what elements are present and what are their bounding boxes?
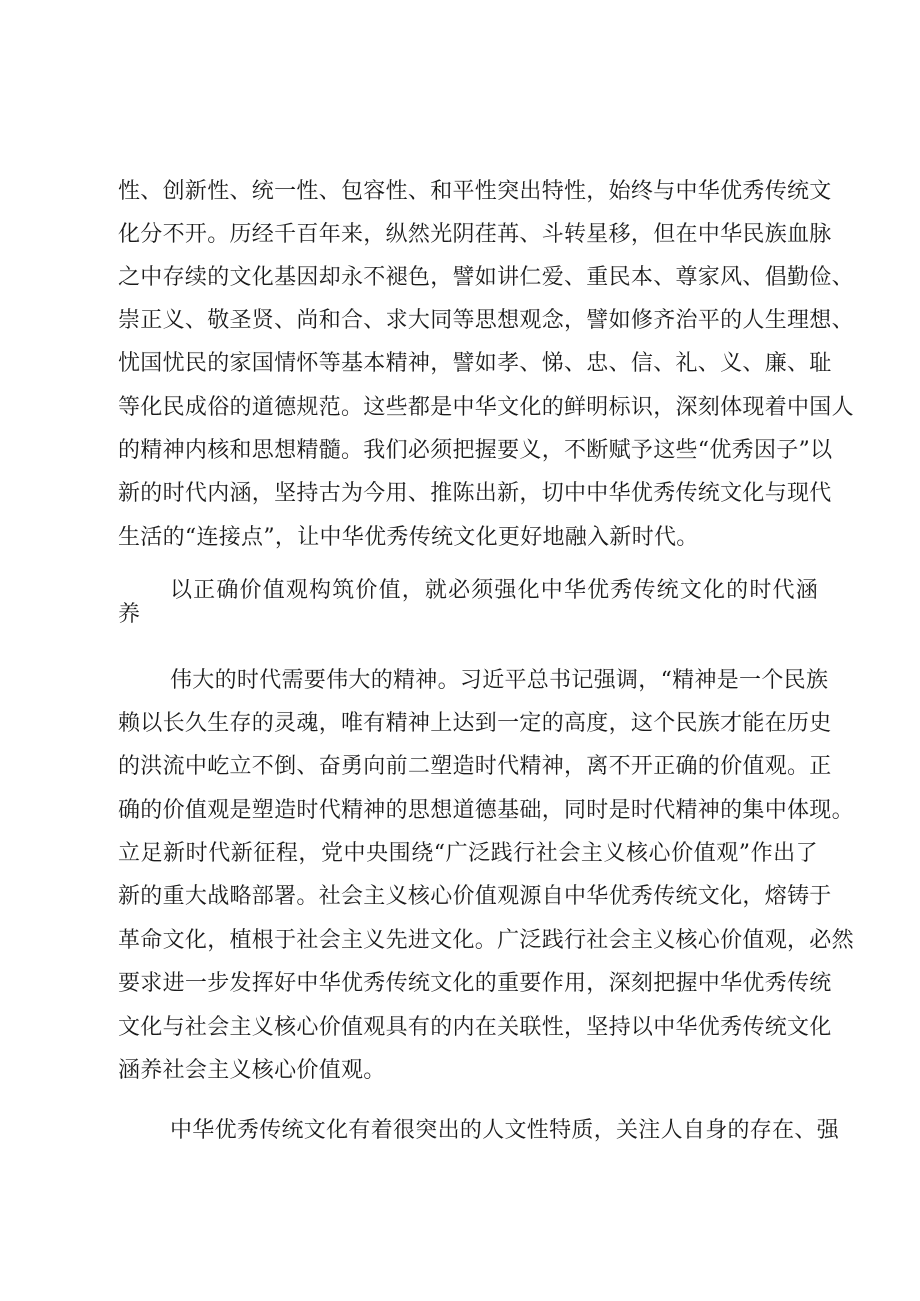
text-line: 要求进一步发挥好中华优秀传统文化的重要作用，深刻把握中华优秀传统 [118,971,832,996]
text-line: 崇正义、敬圣贤、尚和合、求大同等思想观念，譬如修齐治平的人生理想、 [118,308,854,333]
text-line: 的洪流中屹立不倒、奋勇向前二塑造时代精神，离不开正确的价值观。正 [118,754,832,779]
text-line: 之中存续的文化基因却永不褪色，譬如讲仁爱、重民本、尊家风、倡勤俭、 [118,265,854,290]
text-line: 新的时代内涵，坚持古为今用、推陈出新，切中中华优秀传统文化与现代 [118,481,832,506]
text-line: 性、创新性、统一性、包容性、和平性突出特性，始终与中华优秀传统文 [118,179,832,204]
text-line: 确的价值观是塑造时代精神的思想道德基础，同时是时代精神的集中体现。 [118,798,854,823]
text-line: 立足新时代新征程，党中央围绕“广泛践行社会主义核心价值观”作出了 [118,841,818,866]
text-line: 新的重大战略部署。社会主义核心价值观源自中华优秀传统文化，熔铸于 [118,884,832,909]
text-line: 伟大的时代需要伟大的精神。习近平总书记强调，“精神是一个民族 [170,668,829,693]
text-line: 中华优秀传统文化有着很突出的人文性特质，关注人自身的存在、强 [170,1118,840,1143]
text-line: 的精神内核和思想精髓。我们必须把握要义，不断赋予这些“优秀因子”以 [118,438,833,463]
text-line: 等化民成俗的道德规范。这些都是中华文化的鲜明标识，深刻体现着中国人 [118,395,854,420]
text-line: 忧国忧民的家国情怀等基本精神，譬如孝、悌、忠、信、礼、义、廉、耻 [118,351,832,376]
text-line: 生活的“连接点”，让中华优秀传统文化更好地融入新时代。 [118,525,699,550]
text-line: 革命文化，植根于社会主义先进文化。广泛践行社会主义核心价值观，必然 [118,928,854,953]
section-heading: 以正确价值观构筑价值，就必须强化中华优秀传统文化的时代涵 [170,578,818,603]
text-line: 赖以长久生存的灵魂，唯有精神上达到一定的高度，这个民族才能在历史 [118,711,832,736]
section-heading: 养 [118,602,141,627]
text-line: 涵养社会主义核心价值观。 [118,1058,386,1083]
text-line: 化分不开。历经千百年来，纵然光阴荏苒、斗转星移，但在中华民族血脉 [118,222,832,247]
text-line: 文化与社会主义核心价值观具有的内在关联性，坚持以中华优秀传统文化 [118,1015,832,1040]
